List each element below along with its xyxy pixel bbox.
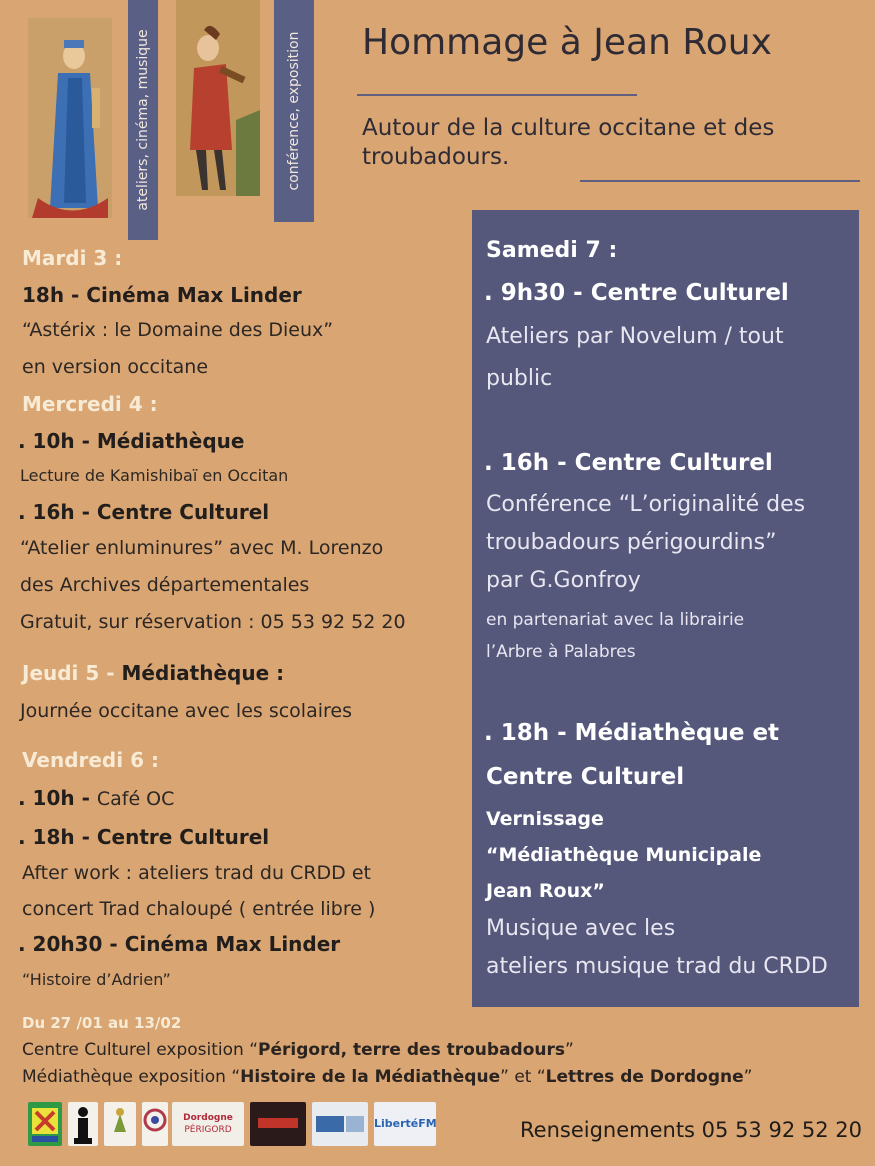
exhibition-dates: Du 27 /01 au 13/02 xyxy=(22,1014,182,1032)
vendredi-event-2-line-2: concert Trad chaloupé ( entrée libre ) xyxy=(22,898,376,920)
expo1-post: ” xyxy=(565,1040,574,1060)
title-divider xyxy=(357,94,637,96)
vendredi-event-2-line-1: After work : ateliers trad du CRDD et xyxy=(22,862,371,884)
vendredi-event-3: . 20h30 - Cinéma Max Linder xyxy=(18,932,341,956)
samedi-event-3-line-1: . 18h - Médiathèque et xyxy=(484,720,780,746)
dordogne-logo-text: Dordogne xyxy=(183,1113,233,1123)
jeudi-desc: Journée occitane avec les scolaires xyxy=(20,700,352,722)
samedi-mediatheque-name-1: “Médiathèque Municipale xyxy=(486,844,762,866)
mardi-line-1: “Astérix : le Domaine des Dieux” xyxy=(22,319,334,341)
mardi-label: Mardi 3 : xyxy=(22,246,123,270)
samedi-event-1-line-1: Ateliers par Novelum / tout xyxy=(486,324,784,349)
dark-banner-logo xyxy=(250,1102,306,1146)
liberte-fm-logo xyxy=(374,1102,436,1146)
band-left-text: ateliers, cinéma, musique xyxy=(135,29,151,211)
mercredi-event-2-line-3: Gratuit, sur réservation : 05 53 92 52 20 xyxy=(20,611,406,633)
manuscript-image-left xyxy=(28,18,112,218)
samedi-event-2-line-5: l’Arbre à Palabres xyxy=(486,642,636,662)
manuscript-image-right xyxy=(176,0,260,196)
samedi-event-2-line-3: par G.Gonfroy xyxy=(486,568,641,593)
samedi-event-3-line-2: Centre Culturel xyxy=(486,764,685,790)
samedi-event-3-line-4: ateliers musique trad du CRDD xyxy=(486,954,828,979)
green-figure-logo xyxy=(104,1102,136,1146)
page-subtitle: Autour de la culture occitane et des troubadours. xyxy=(362,115,775,170)
page-title: Hommage à Jean Roux xyxy=(362,22,772,63)
dordogne-logo xyxy=(172,1102,244,1146)
samedi-event-3-line-3: Musique avec les xyxy=(486,916,676,941)
header-band-right xyxy=(274,0,314,222)
perigord-logo-text: PÉRIGORD xyxy=(184,1125,232,1135)
header-band-left xyxy=(128,0,158,240)
expo1-pre: Centre Culturel exposition “ xyxy=(22,1040,259,1060)
expo2-post: ” xyxy=(743,1067,753,1087)
vendredi-event-1 xyxy=(18,786,174,810)
mardi-line-2: en version occitane xyxy=(22,356,209,378)
occitan-cross-logo xyxy=(28,1102,62,1146)
subtitle-divider xyxy=(580,180,860,182)
vendredi-event-1-place: Café OC xyxy=(96,788,175,810)
vendredi-event-1-time: . 10h - xyxy=(18,786,97,810)
vendredi-label: Vendredi 6 : xyxy=(22,748,159,772)
expo1-title: Périgord, terre des troubadours xyxy=(258,1040,566,1060)
vendredi-event-3-desc: “Histoire d’Adrien” xyxy=(22,970,171,989)
expo2-mid: ” et “ xyxy=(500,1067,546,1087)
samedi-mediatheque-name-2: Jean Roux” xyxy=(486,880,605,902)
expo2-pre: Médiathèque exposition “ xyxy=(22,1067,241,1087)
vendredi-event-2: . 18h - Centre Culturel xyxy=(18,825,270,849)
mercredi-event-1: . 10h - Médiathèque xyxy=(18,429,245,453)
mercredi-label: Mercredi 4 : xyxy=(22,392,158,416)
band-right-text: conférence, exposition xyxy=(286,31,302,191)
samedi-event-2-line-2: troubadours périgourdins” xyxy=(486,530,777,555)
samedi-event-2: . 16h - Centre Culturel xyxy=(484,450,773,476)
mercredi-event-2: . 16h - Centre Culturel xyxy=(18,500,270,524)
jeudi-label: Jeudi 5 - xyxy=(22,661,122,685)
jeudi-heading xyxy=(22,661,284,685)
expo2-title-2: Lettres de Dordogne xyxy=(545,1067,744,1087)
exhibition-line-2 xyxy=(22,1067,752,1087)
mardi-event: 18h - Cinéma Max Linder xyxy=(22,283,302,307)
samedi-event-1-line-2: public xyxy=(486,366,553,391)
samedi-event-2-line-1: Conférence “L’originalité des xyxy=(486,492,806,517)
jeudi-place: Médiathèque : xyxy=(121,661,285,685)
expo2-title-1: Histoire de la Médiathèque xyxy=(240,1067,501,1087)
mercredi-event-2-line-2: des Archives départementales xyxy=(20,574,310,596)
liberte-fm-text: LibertéFM xyxy=(374,1117,437,1130)
samedi-panel xyxy=(472,210,859,1007)
samedi-label: Samedi 7 : xyxy=(486,238,618,263)
figure-logo xyxy=(68,1102,98,1146)
exhibition-line-1 xyxy=(22,1040,574,1060)
samedi-vernissage: Vernissage xyxy=(486,808,604,830)
circle-badge-logo xyxy=(142,1102,168,1146)
samedi-event-1: . 9h30 - Centre Culturel xyxy=(484,280,789,306)
mercredi-event-2-line-1: “Atelier enluminures” avec M. Lorenzo xyxy=(20,537,384,559)
contact-info: Renseignements 05 53 92 52 20 xyxy=(520,1118,862,1142)
blue-logo xyxy=(312,1102,368,1146)
mercredi-event-1-desc: Lecture de Kamishibaï en Occitan xyxy=(20,466,289,485)
samedi-event-2-line-4: en partenariat avec la librairie xyxy=(486,610,745,630)
